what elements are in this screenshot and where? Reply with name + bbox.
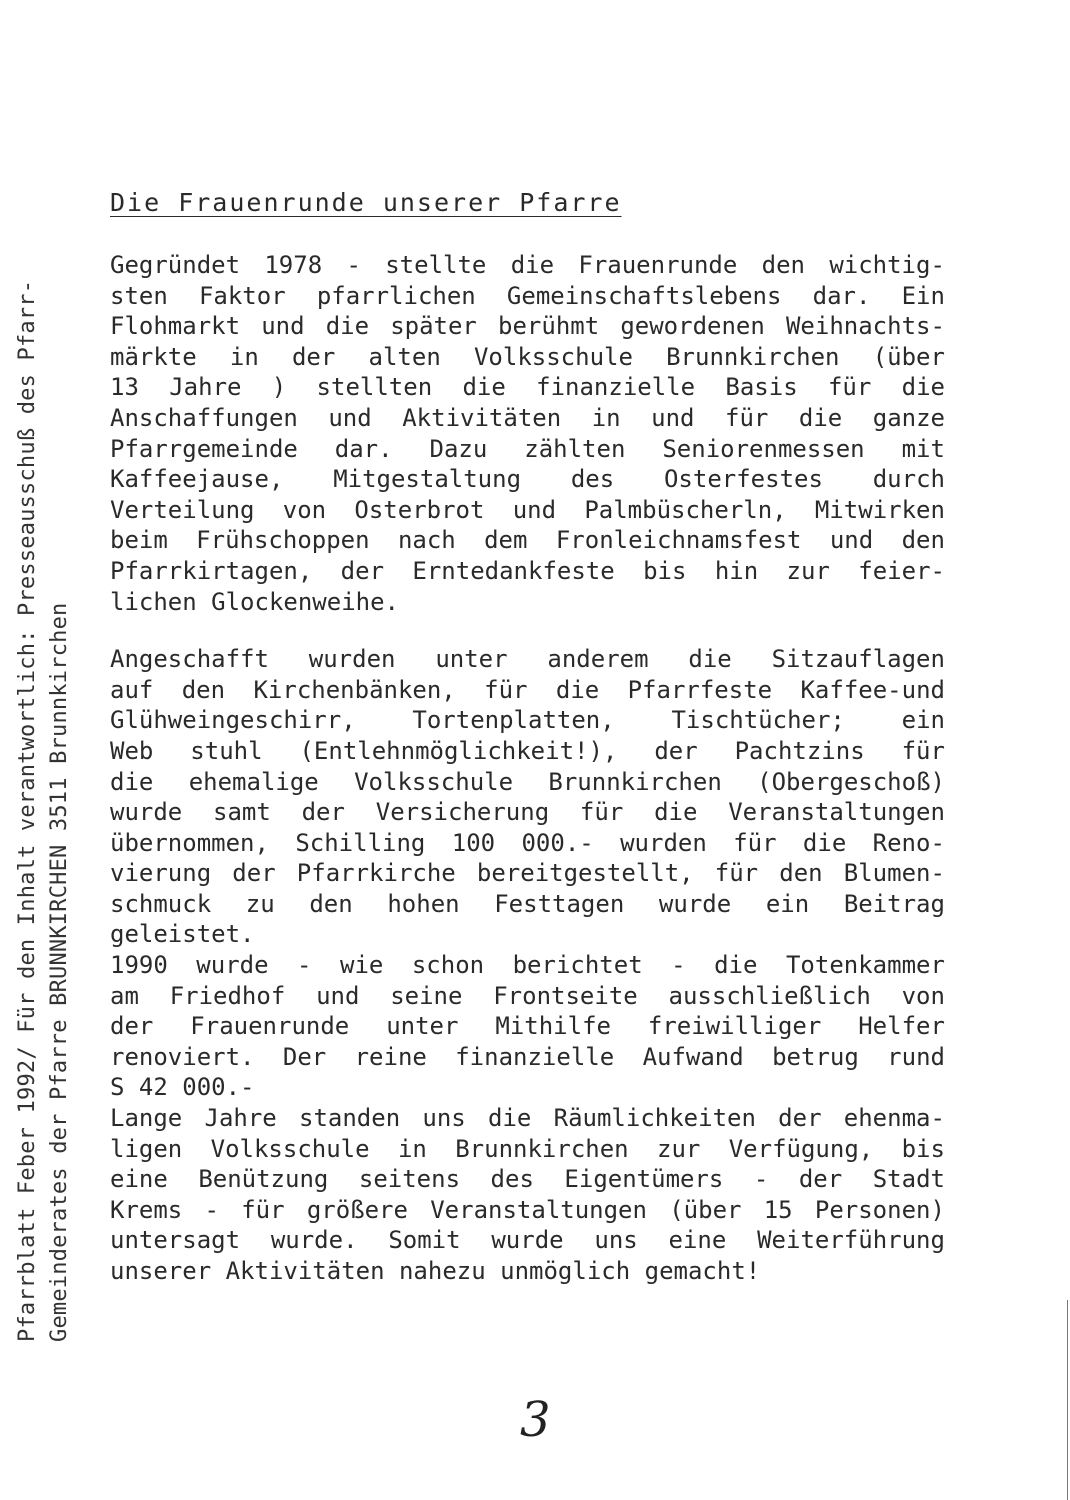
word: Glühweingeschirr, [110,706,356,735]
word: Krems [110,1195,183,1224]
word: ehemalige [188,767,319,796]
word: bis [643,556,687,585]
word: Personen) [814,1195,945,1224]
word: den [779,859,823,888]
word: wurde [491,1226,564,1255]
word: Seniorenmessen [662,434,865,463]
word: nach [397,526,456,555]
word: Mitgestaltung [333,465,522,494]
word: bereitgestellt, [476,859,694,888]
word: für [725,403,769,432]
word: wurde [110,798,183,827]
word: Eigentümers [564,1165,724,1194]
word: der [778,1104,822,1133]
word: Veranstaltungen [728,798,945,827]
word: die [714,951,758,980]
word: die [510,251,555,279]
word: der [798,1165,843,1194]
word: und [261,312,305,341]
word: ausschließlich [668,981,871,1010]
word: und [316,981,360,1010]
word: standen [299,1104,401,1133]
text-line [110,434,945,465]
word: Frauenrunde [190,1012,350,1041]
word: dem [484,526,528,555]
text-line [110,1042,945,1073]
word: bis [901,1134,945,1163]
word: der [110,1012,154,1041]
word: finanzielle [536,373,696,402]
word: stuhl [190,736,263,765]
text-line-last: lichen Glockenweihe. [110,587,399,616]
word: 15 [763,1195,793,1224]
word: hohen [387,889,460,918]
word: untersagt [110,1226,241,1255]
word: durch [872,465,945,494]
word: Sitzauflagen [771,645,945,674]
word: am [110,981,139,1010]
text-line [110,525,945,556]
word: die [110,767,154,796]
word: Pfarrkirche [296,859,456,888]
word: später [390,312,477,341]
scan-edge-line [1067,1300,1068,1500]
word: unter [386,1012,459,1041]
article-body [110,250,945,1287]
word: unter [435,645,508,674]
word: Reno- [872,828,945,857]
word: größere [306,1195,408,1224]
word: zu [245,889,275,918]
word: wurde [196,951,269,980]
word: ganze [872,403,945,432]
word: - [671,951,686,980]
word: ein [901,706,945,735]
text-line [110,1134,945,1165]
text-line [110,1164,945,1195]
text-line [110,828,945,859]
word: in [591,403,621,432]
word: Gemeinschaftslebens [506,281,782,310]
word: Kaffeejause, [110,465,284,494]
text-line-last: unserer Aktivitäten nahezu unmöglich gemacht! [110,1257,761,1285]
word: in [229,342,259,371]
word: und [512,495,557,524]
text-line [110,705,945,736]
text-line-last: S 42 000.- [110,1073,255,1102]
word: wichtig- [829,251,945,279]
word: für [901,736,945,765]
word: auf [110,675,154,704]
word: Frühschoppen [196,526,370,555]
word: vierung [110,859,212,888]
word: betrug [772,1042,859,1071]
word: Tortenplatten, [412,706,615,735]
word: stellten [316,373,433,402]
text-line [110,858,945,889]
word: 1990 [110,951,168,980]
text-line [110,889,945,920]
word: die [654,798,698,827]
word: der [340,556,385,585]
word: (Entlehnmöglichkeit!), [299,736,618,765]
text-line [110,950,945,981]
word: Totenkammer [785,951,945,980]
word: Weiterführung [757,1226,945,1255]
word: Erntedankfeste [412,556,615,585]
word: märkte [110,342,197,371]
paragraph [110,1103,945,1287]
word: 000.- [521,828,594,857]
word: Mithilfe [495,1012,611,1041]
word: Frauenrunde [578,251,738,279]
word: ) [271,373,287,402]
word: Jahre [204,1104,277,1133]
word: 100 [451,828,496,857]
word: die [798,403,843,432]
word: für [827,373,872,402]
text-line [110,556,945,587]
word: Osterbrot [354,495,485,524]
word: renoviert. [110,1042,255,1071]
word: für [579,798,624,827]
word: Osterfestes [663,465,823,494]
word: den [901,526,945,555]
text-line [110,1011,945,1042]
text-line [110,675,945,706]
word: Der [282,1042,327,1071]
word: hin [714,556,759,585]
word: uns [594,1226,638,1255]
text-line [110,464,945,495]
word: Aufwand [642,1042,744,1071]
word: Friedhof [169,981,286,1010]
word: Kaffee-und [800,675,945,704]
word: Flohmarkt [110,312,241,341]
word: schmuck [110,889,212,918]
text-line [110,1225,945,1256]
text-line-last: geleistet. [110,920,255,949]
text-line [110,403,945,434]
word: Angeschafft [110,645,269,674]
word: für [484,675,528,704]
word: (über [872,342,945,371]
word: (über [669,1195,742,1224]
word: ein [765,889,810,918]
word: pfarrlichen [316,281,476,310]
word: Gegründet [110,251,241,279]
word: zählten [524,434,626,463]
word: Pfarrkirtagen, [110,556,313,585]
word: gewordenen [620,312,765,341]
word: Weihnachts- [785,312,945,341]
word: die [688,645,732,674]
word: - [204,1195,219,1224]
word: uns [422,1104,466,1133]
text-line [110,1195,945,1226]
word: und [328,403,372,432]
word: Basis [725,373,798,402]
word: den [761,251,805,279]
word: beim [110,526,168,555]
word: Verteilung [110,495,255,524]
word: Stadt [872,1165,945,1194]
article-title: Die Frauenrunde unserer Pfarre [110,188,622,217]
word: Lange [110,1104,183,1133]
word: seine [390,981,463,1010]
word: für [714,859,759,888]
word: die [488,1104,532,1133]
word: Somit [388,1226,461,1255]
word: Beitrag [843,889,945,918]
word: des [570,465,615,494]
word: des [490,1165,534,1194]
word: seitens [358,1165,461,1194]
word: übernommen, [110,828,269,857]
word: Web [110,736,154,765]
text-line [110,797,945,828]
sidebar-line-2: Gemeinderates der Pfarre BRUNNKIRCHEN 3511 Brunnkirchen [47,602,72,1342]
text-line [110,644,945,675]
word: und [651,403,695,432]
word: 1978 [264,251,323,279]
word: Brunnkirchen [455,1134,629,1163]
word: und [829,526,874,555]
word: wurde. [270,1226,358,1255]
text-line [110,372,945,403]
word: - [753,1165,769,1194]
word: von [282,495,327,524]
word: Dazu [429,434,488,463]
word: zur [786,556,830,585]
word: die [462,373,506,402]
word: für [733,828,777,857]
word: berühmt [498,312,600,341]
sidebar-imprint [12,102,82,1342]
word: anderem [547,645,649,674]
word: Tischtücher; [671,706,845,735]
word: eine [668,1226,727,1255]
word: Pachtzins [734,736,865,765]
text-line [110,736,945,767]
word: Volksschule [354,767,514,796]
word: Verfügung, [728,1134,874,1163]
paragraph [110,950,945,1103]
word: feier- [858,556,945,585]
word: Faktor [198,281,286,310]
word: ligen [110,1134,183,1163]
word: Versicherung [375,798,550,827]
text-line [110,981,945,1012]
word: stellte [385,251,487,279]
page-number: 3 [520,1392,551,1448]
word: - [297,951,312,980]
word: Veranstaltungen [430,1195,647,1224]
word: der [232,859,276,888]
word: der [301,798,345,827]
paragraph-gap [110,617,945,644]
word: mit [901,434,945,463]
word: 13 [110,373,139,402]
word: Palmbüscherln, [584,495,787,524]
word: die [901,373,945,402]
word: Ein [901,281,945,310]
word: Pfarrfeste [627,675,773,704]
word: Volksschule [473,342,633,371]
word: sten [110,281,168,310]
word: Frontseite [493,981,638,1010]
word: wurden [620,828,707,857]
word: der [291,342,336,371]
word: Blumen- [843,859,945,888]
word: Kirchenbänken, [253,675,456,704]
paragraph [110,250,945,617]
word: den [181,675,226,704]
word: Aktivitäten [402,403,562,432]
word: alten [368,342,441,371]
word: reine [354,1042,427,1071]
word: Fronleichnamsfest [555,526,802,555]
text-line [110,342,945,373]
word: der [654,736,698,765]
word: ehenma- [843,1104,945,1133]
word: zur [657,1134,701,1163]
word: Räumlichkeiten [553,1104,756,1133]
paragraph [110,644,945,950]
word: (Obergeschoß) [757,767,945,796]
word: Brunnkirchen [548,767,722,796]
word: berichtet [512,951,643,980]
word: von [901,981,945,1010]
word: die [802,828,847,857]
word: Jahre [169,373,242,402]
word: schon [411,951,485,980]
word: finanzielle [455,1042,615,1071]
word: Festtagen [494,889,625,918]
word: in [397,1134,427,1163]
word: freiwilliger [647,1012,822,1041]
word: wurden [308,645,396,674]
text-line [110,250,945,281]
text-line [110,311,945,342]
word: Mitwirken [814,495,945,524]
word: Anschaffungen [110,403,298,432]
text-line [110,495,945,526]
text-line [110,1103,945,1134]
word: wurde [658,889,732,918]
text-line [110,767,945,798]
word: dar. [334,434,393,463]
word: den [309,889,353,918]
word: dar. [812,281,871,310]
word: Pfarrgemeinde [110,434,298,463]
sidebar-line-1: Pfarrblatt Feber 1992/ Für den Inhalt verantwortlich: Presseausschuß des Pfarr- [15,279,40,1342]
text-line [110,281,945,312]
word: für [241,1195,285,1224]
word: die [555,675,600,704]
word: eine [110,1165,168,1194]
word: samt [213,798,271,827]
word: rund [887,1042,945,1071]
word: Volksschule [210,1134,370,1163]
word: Helfer [858,1012,945,1041]
word: - [346,251,361,279]
word: wie [340,951,384,980]
word: Benützung [198,1165,329,1194]
word: Brunnkirchen [666,342,840,371]
word: Schilling [295,828,426,857]
word: die [325,312,370,341]
